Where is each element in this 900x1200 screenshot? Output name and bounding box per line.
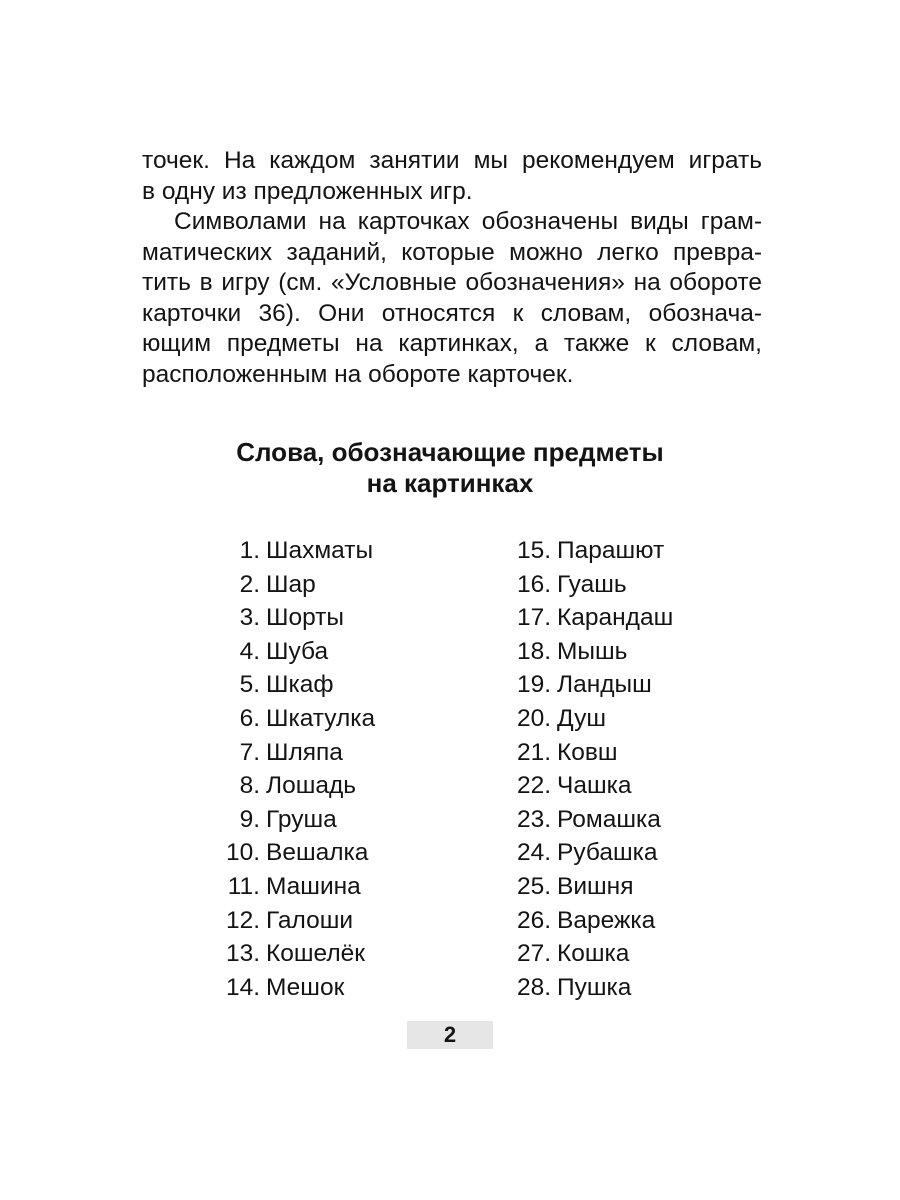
item-number: 14.: [225, 973, 260, 1001]
item-number: 19.: [516, 671, 551, 699]
item-word: Ландыш: [557, 671, 652, 699]
item-number: 2.: [239, 570, 260, 598]
item-number: 8.: [239, 772, 260, 800]
item-number: 27.: [516, 940, 551, 968]
item-word: Шахматы: [266, 537, 374, 564]
list-item: [488, 601, 673, 635]
item-number: 4.: [239, 637, 260, 665]
item-number: 1.: [239, 537, 260, 564]
list-item: [200, 635, 375, 669]
list-item: [488, 668, 673, 702]
item-number: 7.: [239, 738, 260, 766]
list-item: [488, 568, 673, 602]
item-word: Парашют: [557, 537, 665, 564]
item-word: Мышь: [557, 637, 628, 665]
list-item: [488, 870, 673, 904]
item-number: 21.: [516, 738, 551, 766]
list-item: [200, 736, 375, 770]
list-item: [488, 937, 673, 971]
heading-line-2: на картинках: [366, 468, 534, 498]
item-number: 6.: [239, 704, 260, 732]
word-list-column-1: [200, 534, 375, 1004]
paragraph-symbols: [142, 207, 762, 390]
item-word: Рубашка: [557, 839, 658, 867]
list-item: [488, 635, 673, 669]
list-item: [200, 870, 375, 904]
item-number: 13.: [225, 940, 260, 968]
item-number: 18.: [516, 637, 551, 665]
item-number: 28.: [516, 973, 551, 1001]
item-word: Вишня: [557, 872, 634, 900]
item-word: Мешок: [266, 973, 345, 1001]
list-item: [488, 803, 673, 837]
paragraph-line: точек. На каждом занятии мы рекомендуем играть: [142, 147, 762, 174]
item-word: Варежка: [557, 906, 656, 934]
list-item: [488, 702, 673, 736]
paragraph-line: матических заданий, которые можно легко превра-: [142, 238, 762, 266]
list-item: [200, 937, 375, 971]
item-number: 12.: [225, 906, 260, 934]
item-word: Пушка: [557, 973, 632, 1001]
list-item: [200, 534, 375, 568]
item-word: Ромашка: [557, 805, 661, 833]
item-number: 5.: [239, 671, 260, 699]
list-item: [200, 769, 375, 803]
list-item: [200, 601, 375, 635]
item-number: 9.: [239, 805, 260, 833]
list-item: [200, 836, 375, 870]
item-word: Кошка: [557, 940, 630, 968]
list-item: [488, 534, 673, 568]
item-word: Шуба: [266, 637, 329, 665]
item-word: Вешалка: [266, 839, 369, 867]
item-number: 26.: [516, 906, 551, 934]
item-word: Душ: [557, 704, 607, 732]
item-number: 16.: [516, 570, 551, 598]
item-word: Чашка: [557, 772, 632, 800]
item-word: Лошадь: [266, 772, 357, 800]
list-item: [200, 803, 375, 837]
item-word: Ковш: [557, 738, 618, 766]
item-number: 11.: [227, 872, 260, 900]
paragraph-line: расположенным на обороте карточек.: [142, 360, 574, 388]
item-word: Шорты: [266, 604, 344, 632]
item-word: Карандаш: [557, 604, 674, 632]
page-number: 2: [407, 1021, 493, 1049]
list-item: [200, 668, 375, 702]
item-word: Шар: [266, 570, 316, 598]
list-item: [200, 904, 375, 938]
list-item: [200, 568, 375, 602]
list-item: [488, 736, 673, 770]
item-word: Шляпа: [266, 738, 343, 766]
item-number: 23.: [516, 805, 551, 833]
section-heading: [150, 437, 750, 499]
list-item: [488, 971, 673, 1005]
item-number: 17.: [516, 604, 551, 632]
heading-line-1: Слова, обозначающие предметы: [236, 437, 664, 467]
list-item: [488, 836, 673, 870]
list-item: [200, 702, 375, 736]
list-item: [200, 971, 375, 1005]
item-number: 20.: [516, 704, 551, 732]
paragraph-line: карточки 36). Они относятся к словам, обознача-: [142, 299, 762, 327]
list-item: [488, 904, 673, 938]
paragraph-line: тить в игру (см. «Условные обозначения» на обороте: [142, 269, 762, 296]
item-word: Кошелёк: [266, 940, 366, 968]
item-number: 24.: [516, 839, 551, 867]
item-word: Галоши: [266, 906, 354, 934]
item-word: Машина: [266, 872, 361, 900]
item-word: Шкаф: [266, 671, 334, 699]
item-word: Груша: [266, 805, 337, 833]
item-number: 25.: [516, 872, 551, 900]
item-word: Гуашь: [557, 570, 627, 598]
paragraph-line: ющим предметы на картинках, а также к словам,: [142, 330, 762, 357]
item-number: 10.: [225, 839, 260, 867]
item-number: 22.: [516, 772, 551, 800]
item-word: Шкатулка: [266, 704, 376, 732]
item-number: 3.: [239, 604, 260, 632]
paragraph-line: в одну из предложенных игр.: [142, 177, 473, 205]
paragraph-intro-continuation: [142, 146, 762, 207]
list-item: [488, 769, 673, 803]
item-number: 15.: [516, 537, 551, 564]
word-list-column-2: [488, 534, 673, 1004]
paragraph-line: Символами на карточках обозначены виды грам-: [174, 208, 762, 235]
